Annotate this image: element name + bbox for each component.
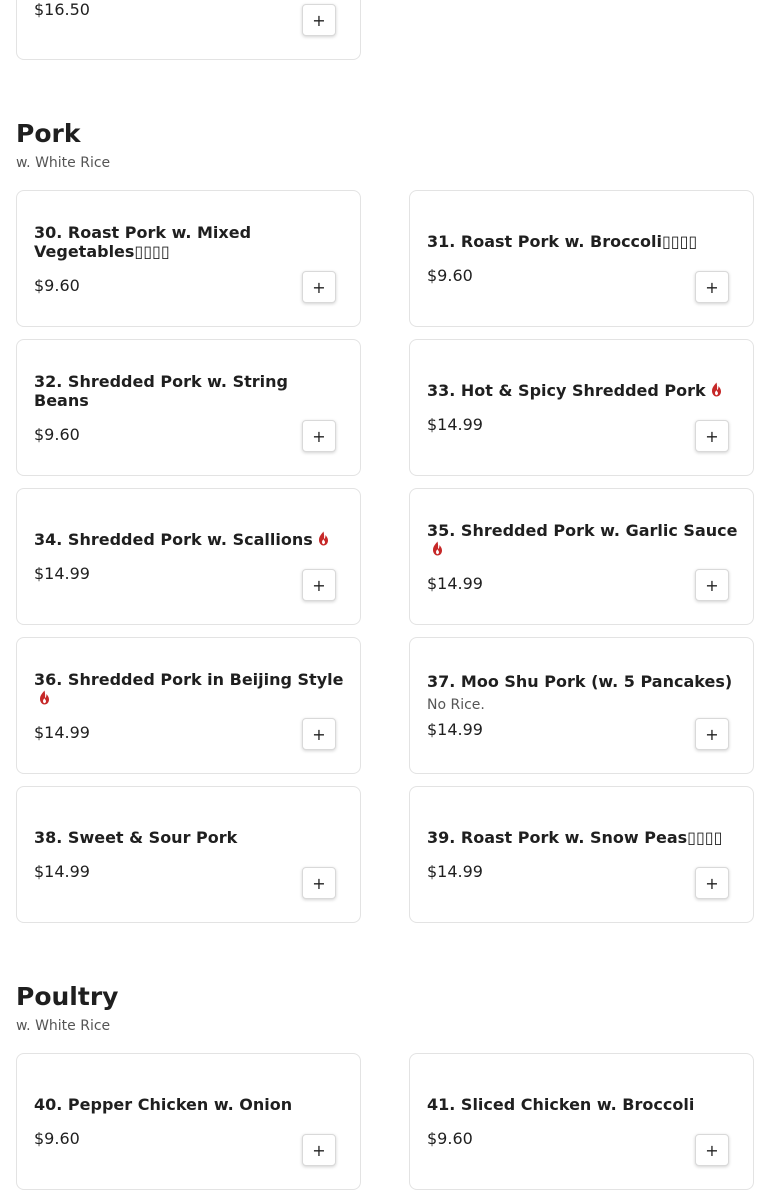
item-name-row — [34, 670, 346, 708]
add-to-cart-button[interactable]: + — [695, 718, 729, 750]
chili-pepper-icon — [710, 382, 723, 397]
menu-item-card[interactable] — [409, 339, 754, 476]
item-price: $14.99 — [427, 573, 483, 593]
chili-pepper-icon — [431, 541, 444, 556]
add-to-cart-button[interactable]: + — [302, 1134, 336, 1166]
chili-pepper-icon — [38, 690, 51, 705]
item-price: $9.60 — [34, 275, 80, 295]
section-title-poultry: Poultry — [16, 982, 119, 1011]
add-to-cart-button[interactable]: + — [695, 271, 729, 303]
menu-item-card[interactable] — [409, 1053, 754, 1190]
item-price: $9.60 — [427, 1129, 473, 1148]
menu-item-card[interactable] — [16, 637, 361, 774]
item-name: 35. Shredded Pork w. Garlic Sauce — [427, 520, 738, 540]
item-price: $16.50 — [34, 0, 90, 19]
menu-item-card[interactable] — [16, 786, 361, 923]
menu-item-card[interactable] — [16, 0, 361, 60]
item-name: 33. Hot & Spicy Shredded Pork — [427, 381, 706, 400]
add-to-cart-button[interactable]: + — [302, 867, 336, 899]
item-name-row — [427, 381, 739, 400]
item-name: 39. Roast Pork w. Snow Peas▯▯▯▯ — [427, 828, 723, 847]
menu-item-card[interactable] — [16, 488, 361, 625]
item-name: 37. Moo Shu Pork (w. 5 Pancakes) — [427, 672, 733, 691]
menu-item-card[interactable] — [409, 637, 754, 774]
item-description: No Rice. — [427, 697, 485, 713]
add-to-cart-button[interactable]: + — [695, 420, 729, 452]
item-name: 34. Shredded Pork w. Scallions — [34, 530, 313, 549]
item-price: $14.99 — [34, 722, 90, 742]
item-price: $14.99 — [34, 862, 90, 881]
add-to-cart-button[interactable]: + — [302, 718, 336, 750]
item-name: 31. Roast Pork w. Broccoli▯▯▯▯ — [427, 232, 698, 251]
item-price: $9.60 — [427, 266, 473, 285]
add-to-cart-button[interactable]: + — [302, 4, 336, 36]
section-subtitle-pork: w. White Rice — [16, 155, 111, 171]
item-price: $9.60 — [34, 1129, 80, 1148]
item-name: 32. Shredded Pork w. String Beans — [34, 371, 288, 410]
item-price: $14.99 — [427, 415, 483, 434]
add-to-cart-button[interactable]: + — [302, 569, 336, 601]
add-to-cart-button[interactable]: + — [302, 420, 336, 452]
item-name: 30. Roast Pork w. Mixed Vegetables▯▯▯▯ — [34, 222, 252, 261]
menu-item-card[interactable] — [409, 786, 754, 923]
menu-item-card[interactable] — [16, 190, 361, 327]
menu-item-card[interactable] — [16, 339, 361, 476]
item-name: 40. Pepper Chicken w. Onion — [34, 1095, 293, 1114]
item-name-row — [427, 521, 739, 559]
add-to-cart-button[interactable]: + — [695, 569, 729, 601]
add-to-cart-button[interactable]: + — [695, 867, 729, 899]
chili-pepper-icon — [317, 531, 330, 546]
item-price: $9.60 — [34, 424, 80, 444]
item-name: 41. Sliced Chicken w. Broccoli — [427, 1095, 695, 1114]
item-name: 38. Sweet & Sour Pork — [34, 828, 238, 847]
menu-item-card[interactable] — [16, 1053, 361, 1190]
item-price: $14.99 — [427, 862, 483, 881]
item-name: 36. Shredded Pork in Beijing Style — [34, 669, 344, 689]
item-price: $14.99 — [34, 564, 90, 583]
item-name-row — [34, 530, 346, 549]
add-to-cart-button[interactable]: + — [695, 1134, 729, 1166]
section-title-pork: Pork — [16, 119, 81, 148]
add-to-cart-button[interactable]: + — [302, 271, 336, 303]
menu-item-card[interactable] — [409, 190, 754, 327]
item-price: $14.99 — [427, 720, 483, 739]
section-subtitle-poultry: w. White Rice — [16, 1018, 111, 1034]
menu-item-card[interactable] — [409, 488, 754, 625]
